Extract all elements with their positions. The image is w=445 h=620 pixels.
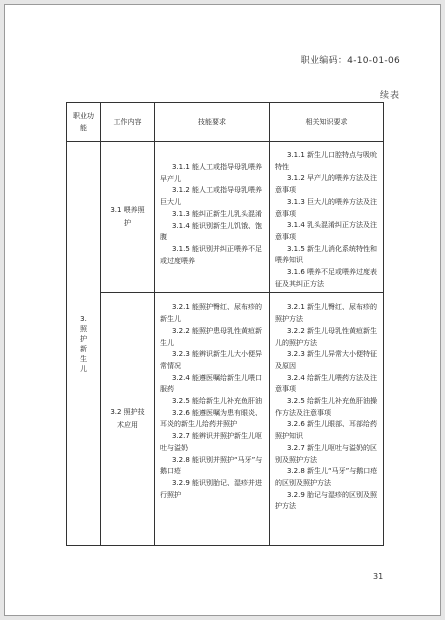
skill-item: 3.1.3 能纠正新生儿乳头混淆 [172, 209, 263, 218]
domain-label: 3. 照护新生儿 [80, 314, 87, 373]
skill-item: 3.2.2 能照护患母乳性黄疸新生儿 [160, 326, 263, 347]
knowledge-item: 3.2.8 新生儿“马牙”与鹅口疮的区别及照护方法 [275, 467, 378, 487]
knowledge-item: 3.2.7 新生儿呕吐与溢奶的区别及照护方法 [275, 443, 378, 464]
knowledge-item: 3.2.1 新生儿臀红、尿布疹的照护方法 [275, 303, 378, 324]
skill-item: 3.2.9 能识别胎记、湿疹并进行照护 [160, 478, 263, 499]
skill-item: 3.1.4 能识别新生儿饥饿、饱腹 [160, 221, 263, 242]
skill-item: 3.1.1 能人工或指导母乳喂养早产儿 [160, 163, 263, 183]
skill-item: 3.2.5 能给新生儿补充鱼肝油 [172, 397, 263, 406]
skill-item: 3.2.6 能遵医嘱为患有眼炎、耳炎的新生儿给药并照护 [160, 408, 263, 429]
skill-item: 3.1.5 能识别并纠正喂养不足或过度喂养 [160, 244, 263, 265]
occupation-code: 职业编码：4-10-01-06 [300, 56, 400, 66]
knowledge-item: 3.1.5 新生儿消化系统特性和喂养知识 [275, 244, 378, 265]
content-cell [101, 293, 155, 546]
table-row [67, 142, 384, 293]
document-page [4, 4, 441, 616]
skill-item: 3.2.7 能辨识并照护新生儿呕吐与溢奶 [160, 432, 263, 452]
skill-item: 3.2.1 能照护臀红、尿布疹的新生儿 [160, 303, 263, 324]
skill-item: 3.1.2 能人工或指导母乳喂养巨大儿 [160, 186, 263, 207]
knowledge-cell [270, 142, 384, 293]
knowledge-item: 3.2.9 胎记与湿疹的区别及照护方法 [275, 490, 378, 511]
knowledge-item: 3.1.3 巨大儿的喂养方法及注意事项 [275, 197, 378, 218]
column-header: 工作内容 [101, 103, 155, 142]
knowledge-item: 3.2.4 给新生儿喂药方法及注意事项 [275, 373, 378, 394]
column-header: 职业功能 [67, 103, 101, 142]
knowledge-item: 3.1.2 早产儿的喂养方法及注意事项 [275, 174, 378, 195]
skill-item: 3.2.3 能辨识新生儿大小便异常情况 [160, 350, 263, 370]
knowledge-item: 3.2.6 新生儿眼部、耳部给药照护知识 [275, 420, 378, 441]
knowledge-item: 3.1.6 喂养不足或喂养过度表征及其纠正方法 [275, 268, 378, 288]
continued-label: 续表 [379, 91, 400, 101]
skills-cell [155, 293, 270, 546]
column-header: 相关知识要求 [270, 103, 384, 142]
knowledge-cell [270, 293, 384, 546]
knowledge-item: 3.1.4 乳头混淆纠正方法及注意事项 [275, 221, 378, 241]
content-label: 3.1 喂养照护 [110, 206, 145, 228]
content-label: 3.2 照护技术应用 [110, 408, 145, 430]
knowledge-item: 3.1.1 新生儿口腔特点与吸吮特性 [275, 151, 378, 171]
content-cell [101, 142, 155, 293]
page-number: 31 [373, 572, 384, 581]
column-header: 技能要求 [155, 103, 270, 142]
skills-cell [155, 142, 270, 293]
table-header-row [67, 103, 384, 142]
requirements-table [66, 102, 384, 546]
skill-item: 3.2.8 能识别并照护“马牙”与鹅口疮 [160, 455, 263, 476]
knowledge-item: 3.2.2 新生儿母乳性黄疸新生儿的照护方法 [275, 326, 378, 347]
knowledge-item: 3.2.5 给新生儿补充鱼肝油操作方法及注意事项 [275, 397, 378, 417]
knowledge-item: 3.2.3 新生儿异常大小便特征及原因 [275, 350, 378, 370]
domain-cell [67, 142, 101, 546]
table-row [67, 293, 384, 546]
skill-item: 3.2.4 能遵医嘱给新生儿喂口服药 [160, 373, 263, 394]
